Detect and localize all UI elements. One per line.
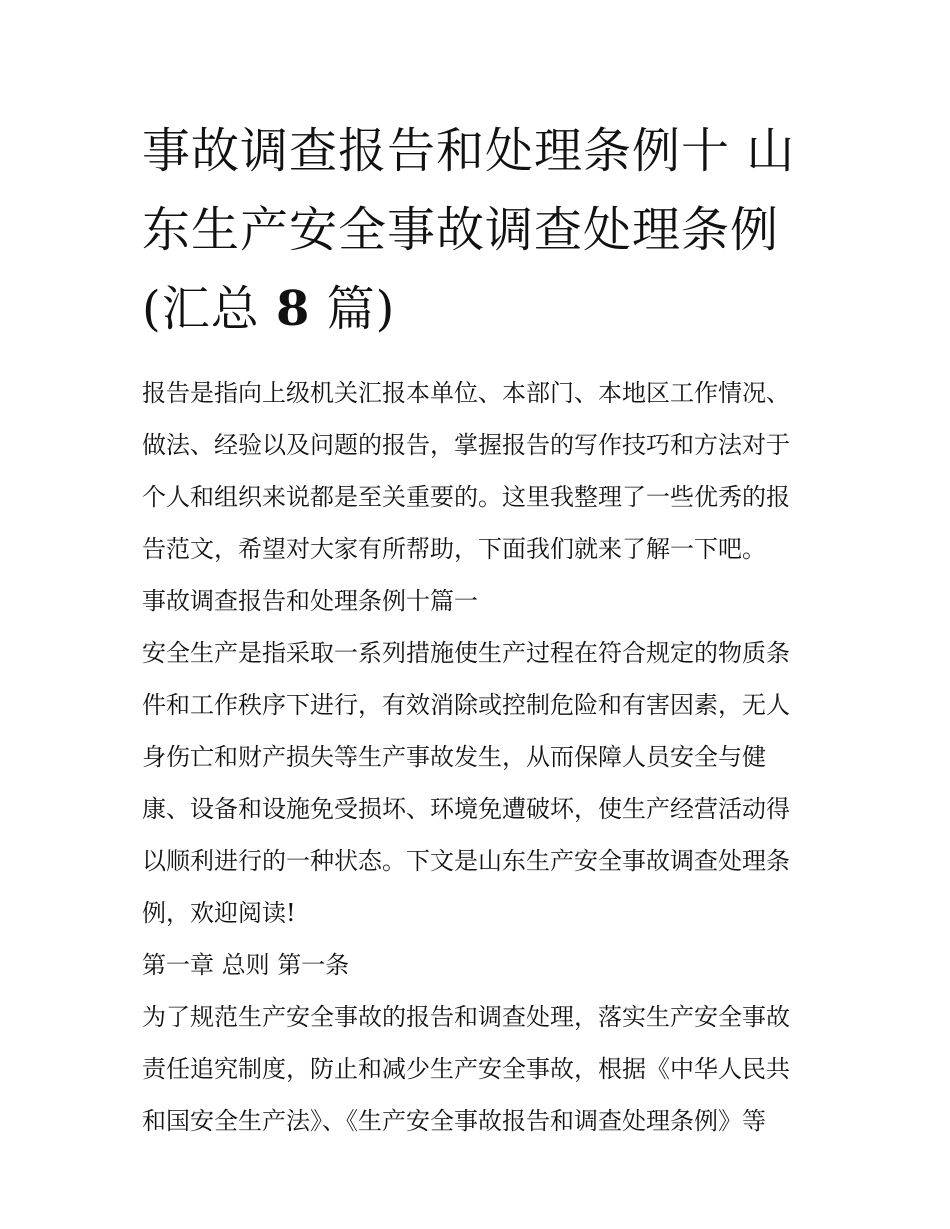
title-text: 事故调查报告和处理条例十 山东生产安全事故调查处理条例(汇总 (142, 123, 796, 337)
body-paragraph: 安全生产是指采取一系列措施使生产过程在符合规定的物质条件和工作秩序下进行，有效消除或控制危险和有害因素，无人身伤亡和财产损失等生产事故发生，从而保障人员安全与健康、设备和设施免受损坏、环境免遭破坏，使生产经营活动得以顺利进行的一种状态。下文是山东生产安全事故调查处理条例，欢迎阅读! (142, 639, 790, 927)
body-paragraph: 为了规范生产安全事故的报告和调查处理，落实生产安全事故责任追究制度，防止和减少生产安全事故，根据《中华人民共和国安全生产法》、《生产安全事故报告和调查处理条例》等 (142, 1003, 790, 1135)
title-suffix: 篇) (326, 281, 396, 337)
title-count: 8 (276, 281, 311, 337)
document-body (142, 112, 812, 1147)
document-title (142, 112, 812, 349)
section-heading: 事故调查报告和处理条例十篇一 (142, 587, 478, 615)
intro-paragraph: 报告是指向上级机关汇报本单位、本部门、本地区工作情况、做法、经验以及问题的报告，掌握报告的写作技巧和方法对于个人和组织来说都是至关重要的。这里我整理了一些优秀的报告范文，希望对大家有所帮助，下面我们就来了解一下吧。 (142, 379, 790, 563)
chapter-heading: 第一章 总则 第一条 (142, 951, 350, 979)
